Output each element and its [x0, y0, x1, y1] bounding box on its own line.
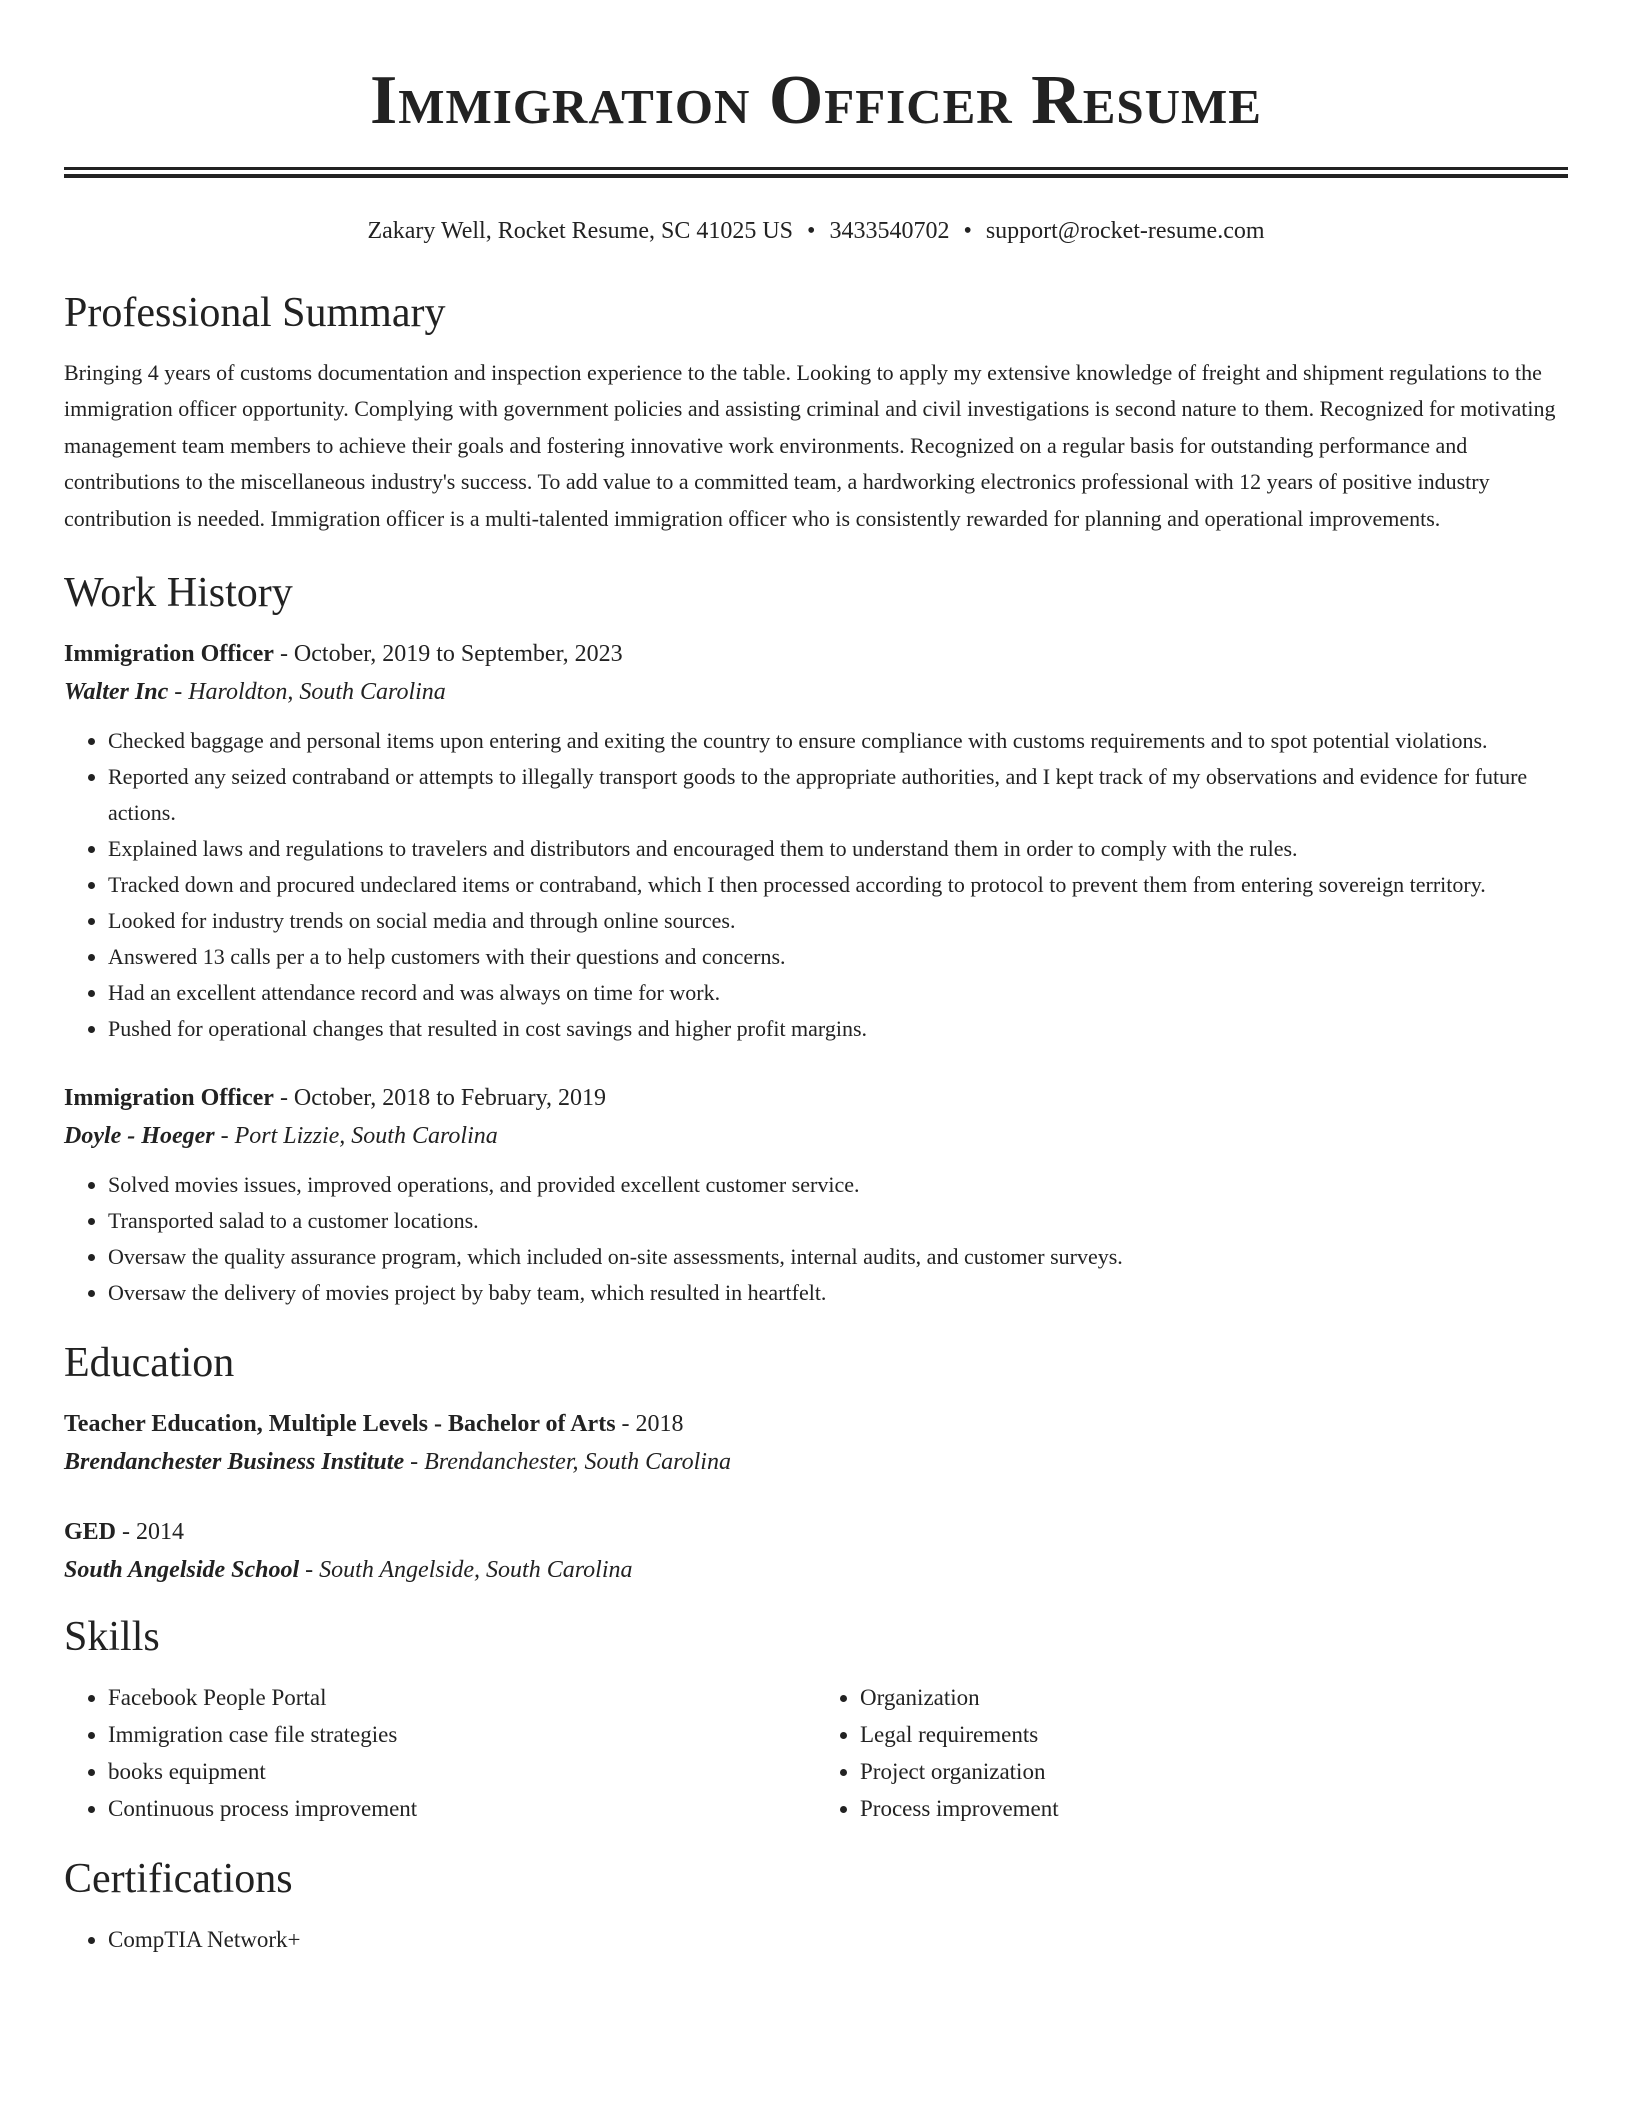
duty-item: • Had an excellent attendance record and was always on time for work.: [108, 975, 1568, 1011]
job-dates: - October, 2018 to February, 2019: [273, 1085, 607, 1112]
job-company: Walter Inc: [64, 679, 169, 706]
contact-address: Zakary Well, Rocket Resume, SC 41025 US: [367, 218, 794, 244]
education-entry: [64, 1513, 1568, 1589]
education-school-line: [64, 1551, 1568, 1589]
certification-item: • CompTIA Network+: [108, 1921, 1568, 1958]
duty-item: • Explained laws and regulations to travelers and distributors and encouraged them to understand them in order to comply with the rules.: [108, 831, 1568, 867]
job-location: - Port Lizzie, South Carolina: [214, 1123, 498, 1150]
education-heading: Education: [64, 1340, 235, 1387]
skill-item: • Facebook People Portal: [108, 1679, 816, 1716]
summary-heading: Professional Summary: [64, 290, 446, 336]
resume-content: [64, 285, 1568, 1958]
skill-item: • books equipment: [108, 1753, 816, 1790]
job-title: Immigration Officer: [64, 641, 274, 668]
education-location: - South Angelside, South Carolina: [299, 1557, 633, 1584]
skills-columns: [64, 1679, 1568, 1827]
skill-item: • Project organization: [860, 1753, 1568, 1790]
education-school: South Angelside School: [64, 1557, 300, 1584]
job-entry: [64, 1079, 1568, 1311]
education-degree: GED: [64, 1519, 117, 1546]
job-duties: [64, 1167, 1568, 1311]
title-rule-bottom: [64, 174, 1568, 178]
skill-item: • Immigration case file strategies: [108, 1716, 816, 1753]
summary-section: [64, 285, 1568, 537]
education-year: - 2018: [615, 1411, 684, 1438]
duty-item: • Oversaw the quality assurance program, which included on-site assessments, internal audits, and customer surveys.: [108, 1239, 1568, 1275]
work-history-section: [64, 565, 1568, 1311]
duty-item: • Solved movies issues, improved operations, and provided excellent customer service.: [108, 1167, 1568, 1203]
job-header: [64, 1079, 1568, 1117]
duty-item: • Transported salad to a customer locations.: [108, 1203, 1568, 1239]
education-header: [64, 1513, 1568, 1551]
certifications-section: [64, 1851, 1568, 1958]
duty-item: • Looked for industry trends on social media and through online sources.: [108, 903, 1568, 939]
duty-item: • Answered 13 calls per a to help customers with their questions and concerns.: [108, 939, 1568, 975]
education-location: - Brendanchester, South Carolina: [404, 1449, 731, 1476]
contact-phone: 3433540702: [829, 218, 950, 244]
skill-item: • Legal requirements: [860, 1716, 1568, 1753]
job-company: Doyle - Hoeger: [64, 1123, 215, 1150]
contact-email: support@rocket-resume.com: [985, 218, 1265, 244]
education-entry: [64, 1405, 1568, 1481]
education-section: [64, 1335, 1568, 1589]
education-school: Brendanchester Business Institute: [64, 1449, 405, 1476]
skills-list-left: [64, 1679, 816, 1827]
job-header: [64, 635, 1568, 673]
work-history-heading: Work History: [64, 570, 293, 617]
job-dates: - October, 2019 to September, 2023: [273, 641, 623, 668]
job-location: - Haroldton, South Carolina: [168, 679, 446, 706]
skill-item: • Organization: [860, 1679, 1568, 1716]
contact-separator: •: [807, 218, 816, 244]
job-title: Immigration Officer: [64, 1085, 274, 1112]
skills-section: [64, 1609, 1568, 1827]
duty-item: • Oversaw the delivery of movies project by baby team, which resulted in heartfelt.: [108, 1275, 1568, 1311]
duty-item: • Tracked down and procured undeclared items or contraband, which I then processed according to protocol to prevent them from entering sovereign territory.: [108, 867, 1568, 903]
job-duties: [64, 723, 1568, 1047]
contact-line: [0, 214, 1632, 248]
contact-separator: •: [963, 218, 972, 244]
job-employer: [64, 1117, 1568, 1155]
skills-list-right: [816, 1679, 1568, 1827]
duty-item: • Checked baggage and personal items upon entering and exiting the country to ensure compliance with customs requirements and to spot potential violations.: [108, 723, 1568, 759]
education-degree: Teacher Education, Multiple Levels - Bachelor of Arts: [64, 1411, 616, 1438]
summary-text: Bringing 4 years of customs documentation and inspection experience to the table. Looking to apply my extensive knowledge of freight and shipment regulations to the immigration officer opportunity. Complying with government policies and assisting criminal and civil investigations is second nature to them. Recognized for motivating management team members to achieve their goals and fostering innovative work environments. Recognized on a regular basis for outstanding performance and contributions to the miscellaneous industry's success. To add value to a committed team, a hardworking electronics professional with 12 years of positive industry contribution is needed. Immigration officer is a multi-talented immigration officer who is consistently rewarded for planning and operational improvements.: [64, 360, 1556, 531]
title-rule-top: [64, 167, 1568, 170]
certifications-list: [64, 1921, 1568, 1958]
education-header: [64, 1405, 1568, 1443]
duty-item: • Reported any seized contraband or attempts to illegally transport goods to the appropriate authorities, and I kept track of my observations and evidence for future actions.: [108, 759, 1568, 831]
skill-item: • Continuous process improvement: [108, 1790, 816, 1827]
skill-item: • Process improvement: [860, 1790, 1568, 1827]
job-entry: [64, 635, 1568, 1047]
education-school-line: [64, 1443, 1568, 1481]
education-year: - 2014: [116, 1519, 185, 1546]
resume-title: Immigration Officer Resume: [370, 62, 1262, 139]
certifications-heading: Certifications: [64, 1856, 293, 1903]
job-employer: [64, 673, 1568, 711]
skills-heading: Skills: [64, 1614, 160, 1661]
duty-item: • Pushed for operational changes that resulted in cost savings and higher profit margins.: [108, 1011, 1568, 1047]
